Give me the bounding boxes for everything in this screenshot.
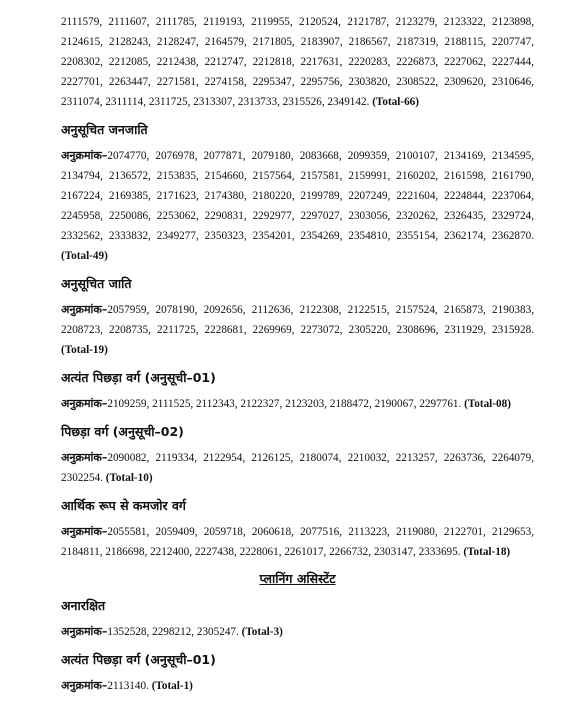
- roll-numbers: 2090082, 2119334, 2122954, 2126125, 2180074, 2210032, 2213257, 2263736, 2264079, 2302254.: [61, 452, 534, 484]
- roll-label: अनुक्रमांक–: [61, 679, 108, 692]
- roll-label: अनुक्रमांक–: [61, 525, 108, 538]
- section-heading-sc: अनुसूचित जाति: [61, 276, 132, 291]
- section-paragraph-st: [61, 146, 534, 266]
- roll-numbers: 2109259, 2111525, 2112343, 2122327, 2123203, 2188472, 2190067, 2297761.: [107, 398, 462, 410]
- total-count: (Total-18): [463, 546, 511, 558]
- total-count: (Total-3): [241, 626, 283, 638]
- roll-numbers: 2111579, 2111607, 2111785, 2119193, 2119955, 2120524, 2121787, 2123279, 2123322, 2123898, 2124615, 2128243, 2128247, 2164579, 2171805, 2183907, 2186567, 2187319, 2188115, 2207747, 2208302, 2212085, 2212438, 2212747, 2212818, 2217631, 2220283, 2226873, 2227062, 2227444, 2227701, 2263447, 2271581, 2274158, 2295347, 2295756, 2303820, 2308522, 2309620, 2310646, 2311074, 2311114, 2311725, 2313307, 2313733, 2315526, 2349142.: [61, 16, 534, 108]
- section-heading-unreserved: अनारक्षित: [61, 598, 106, 613]
- total-count: (Total-08): [464, 398, 511, 410]
- total-count: (Total-66): [372, 96, 420, 108]
- section-paragraph-bc: [61, 448, 534, 488]
- section-paragraph-ebc: [61, 394, 534, 414]
- roll-label: अनुक्रमांक–: [61, 451, 108, 464]
- roll-label: अनुक्रमांक–: [61, 625, 108, 638]
- total-count: (Total-49): [61, 250, 108, 262]
- section-paragraph-ebc-2: [61, 676, 534, 696]
- section-heading-ews: आर्थिक रूप से कमजोर वर्ग: [61, 498, 186, 513]
- intro-paragraph: [61, 12, 534, 112]
- section-heading-st: अनुसूचित जनजाति: [61, 122, 148, 137]
- section-paragraph-sc: [61, 300, 534, 360]
- total-count: (Total-19): [61, 344, 108, 356]
- roll-numbers: 2057959, 2078190, 2092656, 2112636, 2122308, 2122515, 2157524, 2165873, 2190383, 2208723, 2208735, 2211725, 2228681, 2269969, 2273072, 2305220, 2308696, 2311929, 2315928.: [61, 304, 534, 336]
- section-heading-bc: पिछड़ा वर्ग (अनुसूची–02): [61, 424, 184, 439]
- roll-label: अनुक्रमांक–: [61, 397, 108, 410]
- post-title: प्लानिंग असिस्टेंट: [259, 571, 336, 586]
- roll-label: अनुक्रमांक–: [61, 303, 108, 316]
- roll-numbers: 2055581, 2059409, 2059718, 2060618, 2077516, 2113223, 2119080, 2122701, 2129653, 2184811, 2186698, 2212400, 2227438, 2228061, 2261017, 2266732, 2303147, 2333695.: [61, 526, 534, 558]
- roll-numbers: 1352528, 2298212, 2305247.: [107, 626, 239, 638]
- section-paragraph-unreserved: [61, 622, 534, 642]
- section-heading-ebc-2: अत्यंत पिछड़ा वर्ग (अनुसूची–01): [61, 652, 216, 667]
- total-count: (Total-10): [105, 472, 153, 484]
- roll-numbers: 2113140.: [107, 680, 149, 692]
- total-count: (Total-1): [151, 680, 193, 692]
- section-heading-ebc: अत्यंत पिछड़ा वर्ग (अनुसूची–01): [61, 370, 216, 385]
- section-paragraph-ews: [61, 522, 534, 562]
- roll-label: अनुक्रमांक–: [61, 149, 108, 162]
- roll-numbers: 2074770, 2076978, 2077871, 2079180, 2083668, 2099359, 2100107, 2134169, 2134595, 2134794, 2136572, 2153835, 2154660, 2157564, 2157581, 2159991, 2160202, 2161598, 2161790, 2167224, 2169385, 2171623, 2174380, 2180220, 2199789, 2207249, 2221604, 2224844, 2237064, 2245958, 2250086, 2253062, 2290831, 2292977, 2297027, 2303056, 2320262, 2326435, 2329724, 2332562, 2333832, 2349277, 2350323, 2354201, 2354269, 2354810, 2355154, 2362174, 2362870.: [61, 150, 534, 242]
